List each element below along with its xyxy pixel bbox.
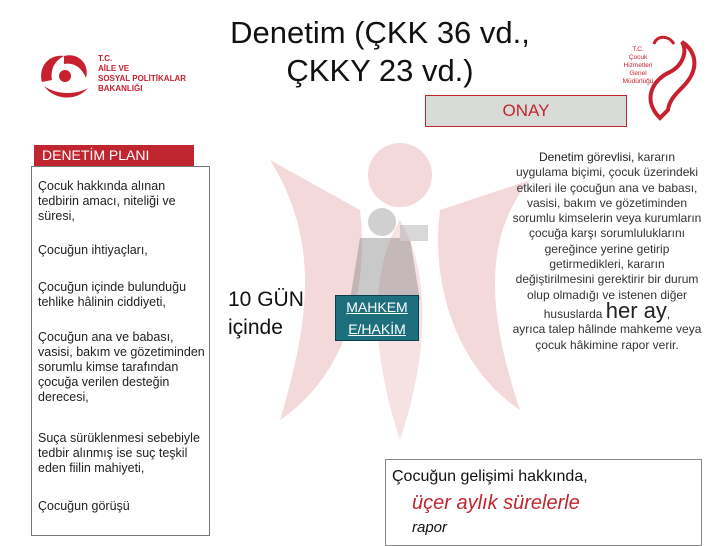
directorate-logo <box>612 30 712 125</box>
plan-item: Çocuk hakkında alınan tedbirin amacı, niteliği ve süresi, <box>38 179 176 223</box>
inspector-lead: Denetim görevlisi, <box>538 150 635 164</box>
title-line-1: Denetim (ÇKK 36 vd., <box>230 15 530 50</box>
mahkeme-box <box>335 295 419 341</box>
ministry-logo <box>34 46 224 106</box>
plan-item: Çocuğun ana ve babası, vasisi, bakım ve gözetiminden sorumlu kimse tarafından çocuğa verilen desteğin derecesi, <box>38 330 205 404</box>
ten-day-line-2: içinde <box>228 316 283 339</box>
ministry-line-4: BAKANLIĞI <box>98 84 143 93</box>
inspector-paragraph <box>512 150 702 353</box>
inspector-body: kararın uygulama biçimi, çocuk üzerindeki etkileri ile çocuğun ana ve babası, vasisi, bakım ve gözetiminden sorumlu kimselerin veya kurumların çocuğa karşı sorumluluklarını gereğince yerine getirip getirmedikleri, kararın değiştirilmesini gerektirir bir durum olup olmadığı ve istenen diğer hususlarda <box>512 150 702 321</box>
report-line-1: Çocuğun gelişimi hakkında, <box>392 468 588 485</box>
mahkeme-line-1: MAHKEM <box>346 299 408 315</box>
inspector-emphasis: her ay <box>605 297 667 323</box>
directorate-line-1: T.C. <box>632 46 644 53</box>
report-line-3: rapor <box>412 519 448 536</box>
plan-item: Çocuğun içinde bulunduğu tehlike hâlinin ciddiyeti, <box>38 280 187 309</box>
plan-item: Çocuğun görüşü <box>38 499 130 513</box>
ministry-emblem-icon <box>34 46 96 106</box>
mahkeme-line-2: E/HAKİM <box>348 321 406 337</box>
inspector-after: ayrıca talep hâlinde mahkeme veya çocuk hâkimine rapor verir. <box>512 322 702 352</box>
inspector-tail: , <box>666 306 671 321</box>
directorate-line-2: Çocuk <box>628 54 648 61</box>
report-line-2: üçer aylık sürelerle <box>412 492 580 514</box>
ten-day-label <box>228 286 304 342</box>
plan-item: Suça sürüklenmesi sebebiyle tedbir alınmış ise suç teşkil eden fiilin mahiyeti, <box>38 431 200 475</box>
plan-header: DENETİM PLANI <box>34 145 194 166</box>
slide-title <box>180 14 580 90</box>
ministry-line-1: T.C. <box>98 54 113 63</box>
directorate-line-3: Hizmetleri <box>623 62 653 69</box>
onay-box: ONAY <box>425 95 627 127</box>
directorate-line-4: Genel <box>629 70 647 77</box>
ministry-line-2: AİLE VE <box>98 64 130 73</box>
plan-panel <box>31 166 210 536</box>
title-line-2: ÇKKY 23 vd.) <box>286 53 474 88</box>
ministry-line-3: SOSYAL POLİTİKALAR <box>98 74 187 83</box>
directorate-line-5: Müdürlüğü <box>622 78 654 85</box>
report-box <box>385 459 702 546</box>
plan-item: Çocuğun ihtiyaçları, <box>38 243 148 257</box>
ten-day-line-1: 10 GÜN <box>228 288 304 311</box>
